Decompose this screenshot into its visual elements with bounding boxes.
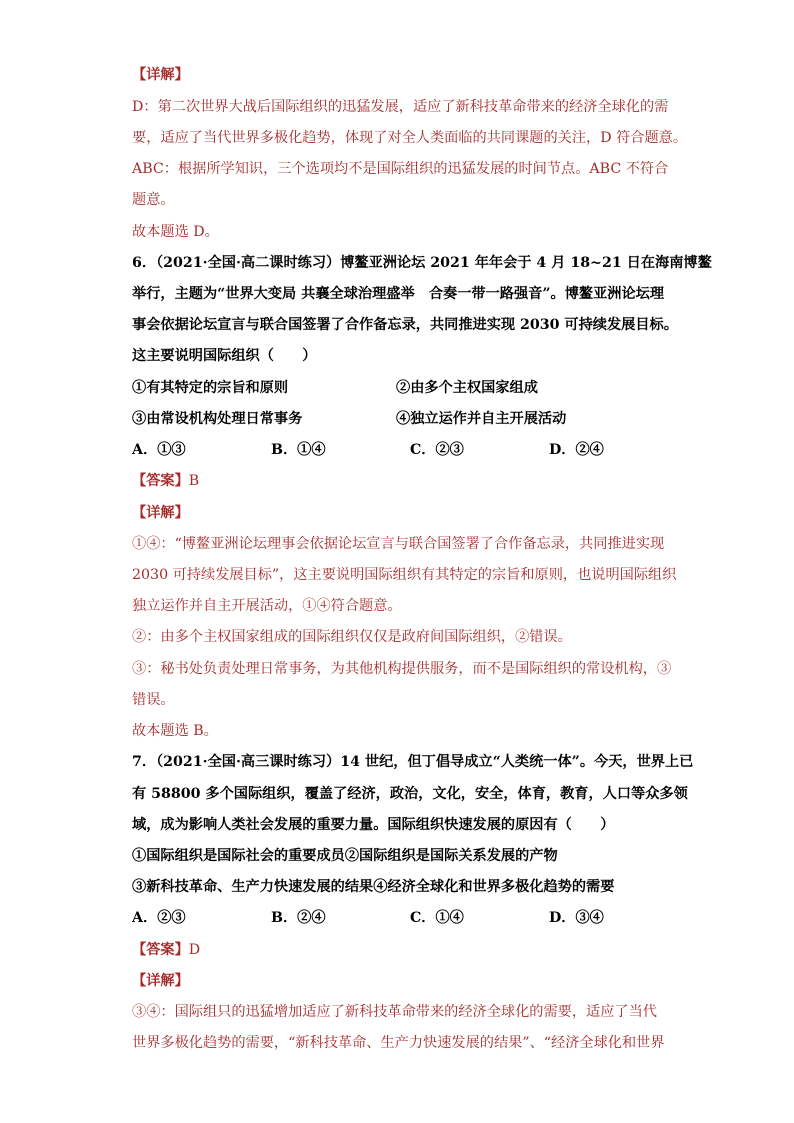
- q6-explain-line: ①④：“博鳌亚洲论坛理事会依据论坛宣言与联合国签署了合作备忘录，共同推进实现: [132, 536, 665, 552]
- q6-explain-line: ③：秘书处负责处理日常事务，为其他机构提供服务，而不是国际组织的常设机构，③: [132, 661, 672, 677]
- q6-item-4: ④独立运作并自主开展活动: [396, 411, 567, 427]
- q6-explain-line: 独立运作并自主开展活动，①④符合题意。: [132, 598, 402, 614]
- q7-answer-tag: 【答案】: [132, 942, 189, 958]
- q6-stem-line: 6．（2021·全国·高二课时练习）博鳌亚洲论坛 2021 年年会于 4 月 18~21 日在海南博鳌: [132, 255, 712, 271]
- q7-stem-line: 域，成为影响人类社会发展的重要力量。国际组织快速发展的原因有（ ）: [132, 817, 615, 833]
- q6-answer: [132, 471, 199, 491]
- q6-option-b: B．①④: [271, 442, 326, 458]
- q6-item-1: ①有其特定的宗旨和原则: [132, 380, 289, 396]
- q6-stem-line: 事会依据论坛宣言与联合国签署了合作备忘录，共同推进实现 2030 可持续发展目标。: [132, 317, 678, 333]
- q6-explain-line: 2030 可持续发展目标”，这主要说明国际组织有其特定的宗旨和原则，也说明国际组织: [132, 567, 677, 583]
- q5-conclusion: 故本题选 D。: [132, 224, 219, 240]
- q7-stem-line: 7．（2021·全国·高三课时练习）14 世纪，但丁倡导成立“人类统一体”。今天，世界上已: [132, 754, 694, 770]
- q6-explain-line: 错误。: [132, 692, 175, 708]
- q6-explain-line: ②：由多个主权国家组成的国际组织仅仅是政府间国际组织，②错误。: [132, 629, 572, 645]
- q7-stem-line: ①国际组织是国际社会的重要成员②国际组织是国际关系发展的产物: [132, 848, 558, 864]
- q7-stem-line: 有 58800 多个国际组织，覆盖了经济，政治，文化，安全，体育，教育，人口等众多领: [132, 786, 688, 802]
- q5-explain-line: 要，适应了当代世界多极化趋势，体现了对全人类面临的共同课题的关注，D 符合题意。: [132, 130, 688, 146]
- q7-option-a: A．②③: [132, 910, 186, 926]
- q6-stem-line: 举行，主题为“世界大变局 共襄全球治理盛举 合奏一带一路强音”。博鳌亚洲论坛理: [132, 286, 665, 302]
- q6-item-3: ③由常设机构处理日常事务: [132, 411, 303, 427]
- q7-stem-line: ③新科技革命、生产力快速发展的结果④经济全球化和世界多极化趋势的需要: [132, 879, 615, 895]
- q5-explain-line: D：第二次世界大战后国际组织的迅猛发展，适应了新科技革命带来的经济全球化的需: [132, 99, 669, 115]
- q5-detail-tag: 【详解】: [132, 67, 189, 83]
- q6-option-c: C．②③: [410, 442, 464, 458]
- q6-conclusion: 故本题选 B。: [132, 723, 218, 739]
- q7-explain-line: ③④：国际组只的迅猛增加适应了新科技革命带来的经济全球化的需要，适应了当代: [132, 1004, 657, 1020]
- q5-explain-line: ABC：根据所学知识，三个选项均不是国际组织的迅猛发展的时间节点。ABC 不符合: [132, 161, 669, 177]
- q6-option-a: A．①③: [132, 442, 186, 458]
- q7-answer: [132, 940, 200, 960]
- q7-option-b: B．②④: [271, 910, 326, 926]
- q6-answer-value: B: [188, 473, 200, 489]
- q6-option-d: D．②④: [549, 442, 604, 458]
- q6-detail-tag: 【详解】: [132, 505, 189, 521]
- q7-option-d: D．③④: [549, 910, 604, 926]
- q6-item-2: ②由多个主权国家组成: [396, 380, 538, 396]
- q7-option-c: C．①④: [410, 910, 464, 926]
- q5-explain-line: 题意。: [132, 192, 175, 208]
- q6-stem-line: 这主要说明国际组织（ ）: [132, 348, 317, 364]
- q7-detail-tag: 【详解】: [132, 973, 189, 989]
- q7-explain-line: 世界多极化趋势的需要，“新科技革命、生产力快速发展的结果”、“经济全球化和世界: [132, 1035, 665, 1051]
- q7-answer-value: D: [188, 942, 201, 958]
- q6-answer-tag: 【答案】: [132, 473, 189, 489]
